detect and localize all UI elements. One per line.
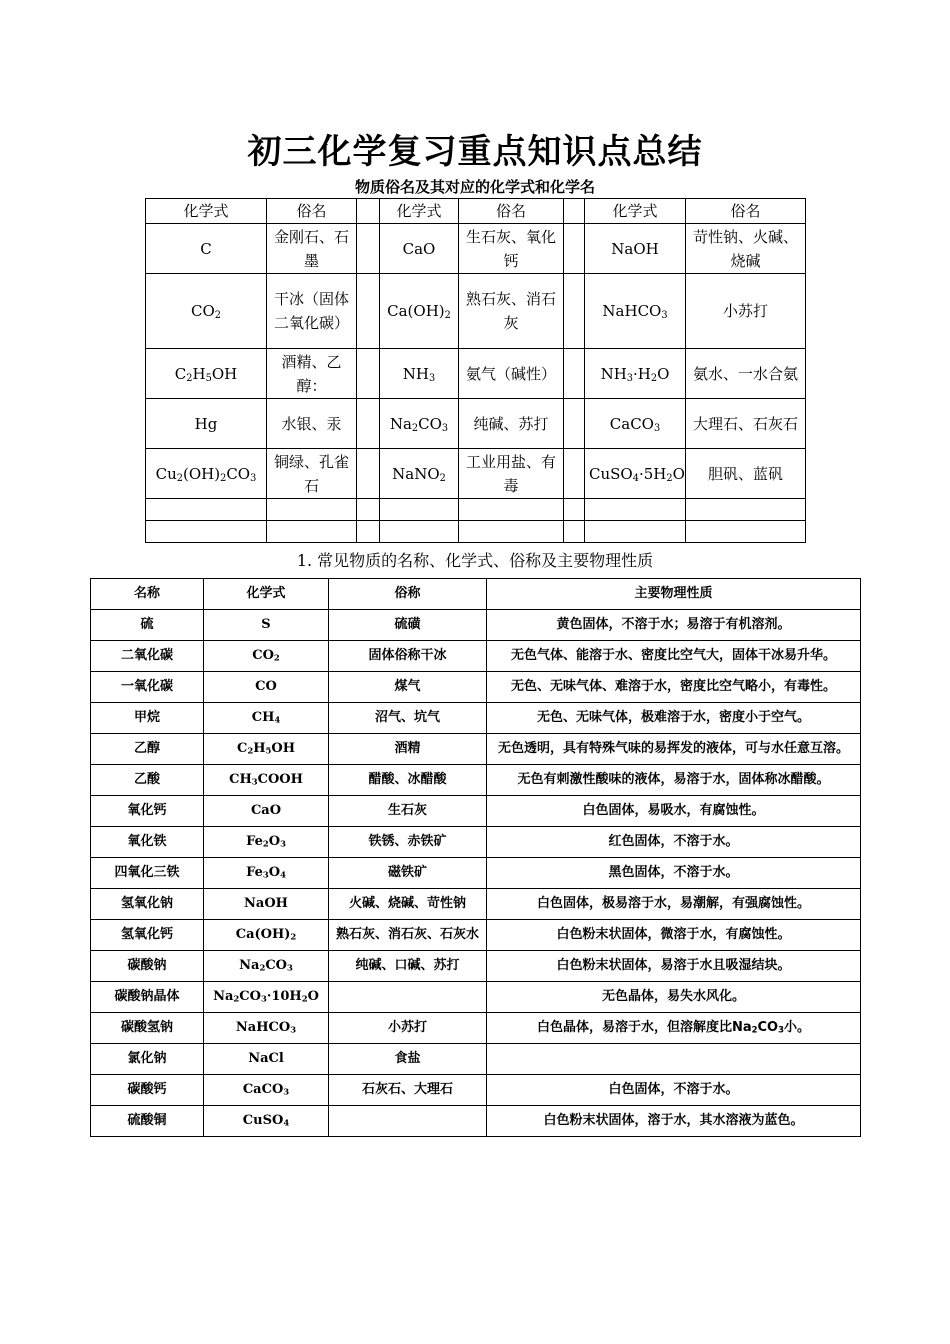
property-cell: 无色透明，具有特殊气味的易挥发的液体，可与水任意互溶。 [487, 734, 861, 765]
formula-cell: $Fe_3O_4$ [204, 858, 329, 889]
common-name-cell [686, 499, 806, 521]
spacer-cell [564, 349, 585, 399]
section-subtitle: 物质俗名及其对应的化学式和化学名 [354, 178, 595, 196]
table-row [91, 765, 861, 796]
common-name-cell: 生石灰 [329, 796, 487, 827]
spacer-cell [564, 499, 585, 521]
table-row [146, 449, 806, 499]
name-cell: 氧化铁 [91, 827, 204, 858]
common-name-cell [267, 499, 357, 521]
header-cell: 化学式 [380, 199, 459, 224]
table-row [91, 703, 861, 734]
table-row [91, 1013, 861, 1044]
header-cell: 主要物理性质 [487, 579, 861, 610]
property-cell: 无色、无味气体、难溶于水，密度比空气略小，有毒性。 [487, 672, 861, 703]
common-names-table [145, 198, 806, 543]
page-title: 初三化学复习重点知识点总结 [247, 132, 703, 172]
common-name-cell: 熟石灰、消石灰 [459, 274, 564, 349]
name-cell: 碳酸钙 [91, 1075, 204, 1106]
formula-cell: $CO_2$ [146, 274, 267, 349]
common-name-cell [329, 982, 487, 1013]
formula-cell: NaOH [585, 224, 686, 274]
header-cell: 化学式 [146, 199, 267, 224]
property-cell: 无色气体、能溶于水、密度比空气大，固体干冰易升华。 [487, 641, 861, 672]
common-name-cell: 固体俗称干冰 [329, 641, 487, 672]
common-name-cell: 食盐 [329, 1044, 487, 1075]
common-name-cell: 生石灰、氧化钙 [459, 224, 564, 274]
common-name-cell: 纯碱、口碱、苏打 [329, 951, 487, 982]
name-cell: 乙酸 [91, 765, 204, 796]
table-row [146, 224, 806, 274]
formula-cell: $NH_3$ [380, 349, 459, 399]
formula-cell: Hg [146, 399, 267, 449]
property-cell: 白色粉末状固体，微溶于水，有腐蚀性。 [487, 920, 861, 951]
spacer-cell [357, 449, 380, 499]
spacer-cell [564, 449, 585, 499]
spacer-cell [564, 199, 585, 224]
property-cell: 无色晶体，易失水风化。 [487, 982, 861, 1013]
common-name-cell: 干冰（固体二氧化碳） [267, 274, 357, 349]
formula-cell: NaNO$_2$ [380, 449, 459, 499]
formula-cell [380, 499, 459, 521]
name-cell: 一氧化碳 [91, 672, 204, 703]
common-name-cell: 胆矾、蓝矾 [686, 449, 806, 499]
property-cell: 无色、无味气体，极难溶于水，密度小于空气。 [487, 703, 861, 734]
formula-cell: CaCO$_3$ [585, 399, 686, 449]
table-row [91, 982, 861, 1013]
table-row [91, 951, 861, 982]
spacer-cell [357, 224, 380, 274]
header-cell: 俗名 [267, 199, 357, 224]
name-cell: 氢氧化钙 [91, 920, 204, 951]
spacer-cell [357, 274, 380, 349]
formula-cell: CaO [380, 224, 459, 274]
table-row [146, 499, 806, 521]
common-name-cell: 酒精、乙醇： [267, 349, 357, 399]
header-cell: 名称 [91, 579, 204, 610]
formula-cell: $CO_2$ [204, 641, 329, 672]
formula-cell: NaHCO$_3$ [585, 274, 686, 349]
formula-cell [146, 521, 267, 543]
property-cell: 白色晶体，易溶于水，但溶解度比$Na_2CO_3$小。 [487, 1013, 861, 1044]
common-name-cell: 煤气 [329, 672, 487, 703]
header-row [146, 199, 806, 224]
table-row [146, 521, 806, 543]
spacer-cell [564, 224, 585, 274]
name-cell: 碳酸钠晶体 [91, 982, 204, 1013]
spacer-cell [564, 274, 585, 349]
header-row [91, 579, 861, 610]
formula-cell: $C_2H_5OH$ [146, 349, 267, 399]
spacer-cell [357, 349, 380, 399]
name-cell: 四氧化三铁 [91, 858, 204, 889]
property-cell: 黑色固体，不溶于水。 [487, 858, 861, 889]
table-row [91, 858, 861, 889]
header-cell: 俗名 [459, 199, 564, 224]
common-name-cell [329, 1106, 487, 1137]
table-row [91, 672, 861, 703]
property-cell: 白色粉末状固体，易溶于水且吸湿结块。 [487, 951, 861, 982]
table-row [91, 1106, 861, 1137]
common-name-cell: 氨气（碱性） [459, 349, 564, 399]
common-name-cell: 熟石灰、消石灰、石灰水 [329, 920, 487, 951]
formula-cell [380, 521, 459, 543]
common-name-cell: 小苏打 [686, 274, 806, 349]
common-name-cell: 硫磺 [329, 610, 487, 641]
common-name-cell: 氨水、一水合氨 [686, 349, 806, 399]
formula-cell: CO [204, 672, 329, 703]
property-cell: 无色有刺激性酸味的液体，易溶于水，固体称冰醋酸。 [487, 765, 861, 796]
formula-cell: $Na_2CO_3$ [204, 951, 329, 982]
spacer-cell [357, 521, 380, 543]
name-cell: 硫 [91, 610, 204, 641]
formula-cell: $Na_2CO_3\cdot 10H_2O$ [204, 982, 329, 1013]
formula-cell: $Ca(OH)_2$ [204, 920, 329, 951]
name-cell: 硫酸铜 [91, 1106, 204, 1137]
formula-cell: NaOH [204, 889, 329, 920]
spacer-cell [357, 199, 380, 224]
common-name-cell: 酒精 [329, 734, 487, 765]
header-cell: 化学式 [204, 579, 329, 610]
common-name-cell [686, 521, 806, 543]
formula-cell: $CuSO_4\cdot 5H_2O$ [585, 449, 686, 499]
table-caption: 1. 常见物质的名称、化学式、俗称及主要物理性质 [296, 551, 654, 570]
formula-cell: NaCl [204, 1044, 329, 1075]
spacer-cell [357, 499, 380, 521]
table-row [146, 349, 806, 399]
common-name-cell: 纯碱、苏打 [459, 399, 564, 449]
formula-cell [146, 499, 267, 521]
formula-cell: NaHCO$_3$ [204, 1013, 329, 1044]
property-cell: 白色固体，极易溶于水，易潮解，有强腐蚀性。 [487, 889, 861, 920]
formula-cell: CuSO$_4$ [204, 1106, 329, 1137]
name-cell: 碳酸钠 [91, 951, 204, 982]
property-cell: 红色固体，不溶于水。 [487, 827, 861, 858]
common-name-cell: 沼气、坑气 [329, 703, 487, 734]
name-cell: 乙醇 [91, 734, 204, 765]
common-name-cell: 火碱、烧碱、苛性钠 [329, 889, 487, 920]
table-row [91, 1044, 861, 1075]
property-cell: 白色固体，易吸水，有腐蚀性。 [487, 796, 861, 827]
common-name-cell: 磁铁矿 [329, 858, 487, 889]
property-cell [487, 1044, 861, 1075]
formula-cell: $CH_3COOH$ [204, 765, 329, 796]
common-name-cell: 大理石、石灰石 [686, 399, 806, 449]
formula-cell: CaCO$_3$ [204, 1075, 329, 1106]
header-cell: 化学式 [585, 199, 686, 224]
name-cell: 氢氧化钠 [91, 889, 204, 920]
table-row [146, 399, 806, 449]
name-cell: 氯化钠 [91, 1044, 204, 1075]
common-name-cell: 工业用盐、有毒 [459, 449, 564, 499]
formula-cell: C [146, 224, 267, 274]
common-name-cell [267, 521, 357, 543]
table-row [91, 641, 861, 672]
formula-cell: $Ca(OH)_2$ [380, 274, 459, 349]
common-name-cell: 石灰石、大理石 [329, 1075, 487, 1106]
formula-cell: $Cu_2(OH)_2CO_3$ [146, 449, 267, 499]
common-name-cell: 苛性钠、火碱、烧碱 [686, 224, 806, 274]
substance-properties-table [90, 578, 861, 1137]
common-name-cell: 水银、汞 [267, 399, 357, 449]
name-cell: 碳酸氢钠 [91, 1013, 204, 1044]
table-row [91, 1075, 861, 1106]
property-cell: 白色固体，不溶于水。 [487, 1075, 861, 1106]
common-name-cell: 醋酸、冰醋酸 [329, 765, 487, 796]
spacer-cell [564, 521, 585, 543]
header-cell: 俗名 [686, 199, 806, 224]
formula-cell: $CH_4$ [204, 703, 329, 734]
common-name-cell [459, 499, 564, 521]
formula-cell: $C_2H_5OH$ [204, 734, 329, 765]
formula-cell: $NH_3\cdot H_2O$ [585, 349, 686, 399]
table-row [91, 734, 861, 765]
common-name-cell [459, 521, 564, 543]
table-row [91, 610, 861, 641]
formula-cell: CaO [204, 796, 329, 827]
formula-cell: $Na_2CO_3$ [380, 399, 459, 449]
name-cell: 氧化钙 [91, 796, 204, 827]
common-name-cell: 铜绿、孔雀石 [267, 449, 357, 499]
formula-cell [585, 499, 686, 521]
table-row [146, 274, 806, 349]
formula-cell [585, 521, 686, 543]
spacer-cell [564, 399, 585, 449]
name-cell: 二氧化碳 [91, 641, 204, 672]
property-cell: 白色粉末状固体，溶于水，其水溶液为蓝色。 [487, 1106, 861, 1137]
table-row [91, 920, 861, 951]
formula-cell: $Fe_2O_3$ [204, 827, 329, 858]
common-name-cell: 小苏打 [329, 1013, 487, 1044]
property-cell: 黄色固体，不溶于水；易溶于有机溶剂。 [487, 610, 861, 641]
table-row [91, 889, 861, 920]
common-name-cell: 金刚石、石墨 [267, 224, 357, 274]
common-name-cell: 铁锈、赤铁矿 [329, 827, 487, 858]
header-cell: 俗称 [329, 579, 487, 610]
table-row [91, 827, 861, 858]
name-cell: 甲烷 [91, 703, 204, 734]
spacer-cell [357, 399, 380, 449]
formula-cell: S [204, 610, 329, 641]
table-row [91, 796, 861, 827]
